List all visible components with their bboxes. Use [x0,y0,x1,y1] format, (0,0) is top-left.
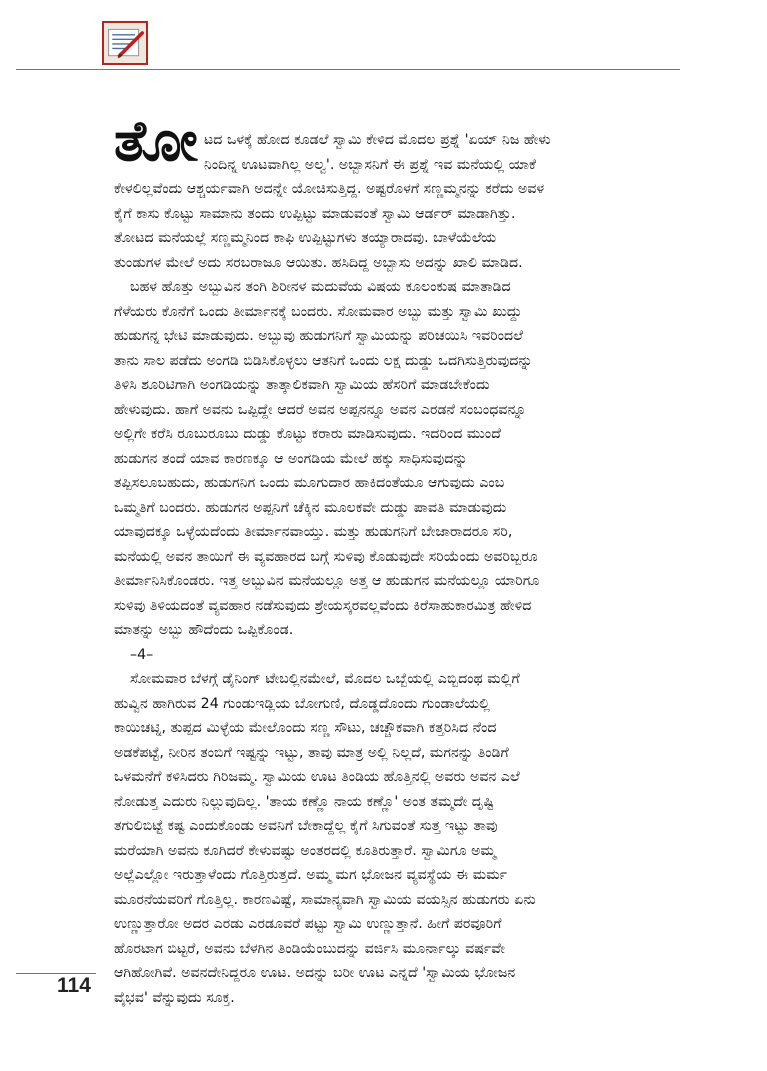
text-line: ಮೂರನೆಯವರಿಗೆ ಗೊತ್ತಿಲ್ಲ. ಕಾರಣವಿಷ್ಟೆ, ಸಾಮಾನ್ಯವಾಗಿ ಸ್ವಾಮಿಯ ವಯಸ್ಸಿನ ಹುಡುಗರು ಏನು [114,891,536,908]
text-line: ಕೈಗೆ ಕಾಸು ಕೊಟ್ಟು ಸಾಮಾನು ತಂದು ಉಪ್ಪಿಟ್ಟು ಮಾಡುವಂತೆ ಸ್ವಾಮಿ ಆರ್ಡರ್ ಮಾಡಾಗಿತ್ತು. [114,205,516,222]
text-line: ಹುಡುಗನ ತಂದೆ ಯಾವ ಕಾರಣಕ್ಕೂ ಆ ಅಂಗಡಿಯ ಮೇಲೆ ಹಕ್ಕು ಸಾಧಿಸುವುದನ್ನು [114,450,468,467]
text-line: ತೋಟದ ಮನೆಯಲ್ಲೆ ಸಣ್ಣಮ್ಮನಿಂದ ಕಾಫಿ ಉಪ್ಪಿಟ್ಟುಗಳು ತಯ್ಯಾರಾದವು. ಬಾಳೆಯೆಲೆಯ [114,230,497,246]
text-line: ಕೇಳಲಿಲ್ಲವೆಂದು ಆಶ್ಚರ್ಯವಾಗಿ ಅದನ್ನೇ ಯೋಚಿಸುತ್ತಿದ್ದ. ಅಷ್ಟರೊಳಗೆ ಸಣ್ಣಮ್ಮನನ್ನು ಕರೆದು ಅವಳ [114,181,545,197]
text-line: ಹೊರಟಾಗ ಬಿಟ್ಟರೆ, ಅವನು ಬೆಳಗಿನ ತಿಂಡಿಯೆಂಬುದನ್ನು ವರ್ಜಿಸಿ ಮೂರ್ನಾಲ್ಕು ವರ್ಷವೇ [114,940,505,957]
text-line: ಮನೆಯಲ್ಲಿ ಅವನ ತಾಯಿಗೆ ಈ ವ್ಯವಹಾರದ ಬಗ್ಗೆ ಸುಳಿವು ಕೊಡುವುದೇ ಸರಿಯೆಂದು ಅವರಿಬ್ಬರೂ [114,548,538,565]
drop-cap: ತೋ [114,108,198,174]
text-line: ಆಗಿಹೋಗಿವೆ. ಅವನದೇನಿದ್ದರೂ ಊಟ. ಅದನ್ನು ಬರೀ ಊಟ ಎನ್ನದೆ 'ಸ್ವಾಮಿಯ ಭೋಜನ [114,965,516,981]
article-body [114,128,666,1010]
notepad-pen-icon [104,23,146,63]
text-line: ಸೋಮವಾರ ಬೆಳಗ್ಗೆ ಡೈನಿಂಗ್ ಟೇಬಲ್ಲಿನಮೇಲೆ, ಮೊದಲ ಒಬ್ಬೆಯಲ್ಲಿ ಎಬ್ಬಿದಂಥ ಮಲ್ಲಿಗೆ [130,671,520,687]
text-line: ಉಣ್ಣುತ್ತಾರೋ ಅದರ ಎರಡು ಎರಡೂವರೆ ಪಟ್ಟು ಸ್ವಾಮಿ ಉಣ್ಣುತ್ತಾನೆ. ಹೀಗೆ ಪರವೂರಿಗೆ [114,916,502,932]
text-line: ತಿಳಿಸಿ ಶೂರಿಟಿಗಾಗಿ ಅಂಗಡಿಯನ್ನು ತಾತ್ಕಾಲಿಕವಾಗಿ ಸ್ವಾಮಿಯ ಹೆಸರಿಗೆ ಮಾಡಬೇಕೆಂದು [114,377,490,393]
text-line: ಅಲ್ಲಿಗೇ ಕರೆಸಿ ರೂಬುರೂಬು ದುಡ್ಡು ಕೊಟ್ಟು ಕರಾರು ಮಾಡಿಸುವುದು. ಇದರಿಂದ ಮುಂದೆ [114,426,501,442]
text-line: ಬಹಳ ಹೊತ್ತು ಅಬ್ಬುವಿನ ತಂಗಿ ಶಿರೀನಳ ಮದುವೆಯ ವಿಷಯ ಕೂಲಂಕುಷ ಮಾತಾಡಿದ [130,279,511,295]
text-line: ಟದ ಒಳಕ್ಕೆ ಹೋದ ಕೂಡಲೆ ಸ್ವಾಮಿ ಕೇಳಿದ ಮೊದಲ ಪ್ರಶ್ನೆ 'ಏಯ್ ನಿಜ ಹೇಳು [204,132,551,148]
header-divider [16,69,680,70]
text-line: ಸುಳಿವು ತಿಳಿಯದಂತೆ ವ್ಯವಹಾರ ನಡೆಸುವುದು ಶ್ರೇಯಸ್ಕರವಲ್ಲವೆಂದು ಕಿರೆಸಾಹುಕಾರಮಿತ್ರ ಹೇಳಿದ [114,597,532,614]
text-line: ಮರೆಯಾಗಿ ಅವನು ಕೂಗಿದರೆ ಕೇಳುವಷ್ಟು ಅಂತರದಲ್ಲಿ ಕೂತಿರುತ್ತಾರೆ. ಸ್ವಾಮಿಗೂ ಅಮ್ಮ [114,842,496,859]
text-line: ಗೆಳೆಯರು ಕೊನೆಗೆ ಒಂದು ತೀರ್ಮಾನಕ್ಕೆ ಬಂದರು. ಸೋಮವಾರ ಅಬ್ಬು ಮತ್ತು ಸ್ವಾಮಿ ಖುದ್ದು [114,303,522,320]
text-line: ಯಾವುದಕ್ಕೂ ಒಳ್ಳೆಯದೆಂದು ತೀರ್ಮಾನವಾಯ್ತು. ಮತ್ತು ಹುಡುಗನಿಗೆ ಬೇಜಾರಾದರೂ ಸರಿ, [114,524,513,540]
text-line: ಅಡಕೆಪಟ್ಟೆ, ನೀರಿನ ತಂಬಿಗೆ ಇಷ್ಟನ್ನು ಇಟ್ಟು, ತಾವು ಮಾತ್ರ ಅಲ್ಲಿ ನಿಲ್ಲದೆ, ಮಗನನ್ನು ತಿಂಡಿಗೆ [114,744,509,761]
text-line: ನಿಂದಿನ್ನ ಊಟವಾಗಿಲ್ಲ ಅಲ್ವ'. ಅಬ್ಬಾಸನಿಗೆ ಈ ಪ್ರಶ್ನೆ ಇವ ಮನೆಯಲ್ಲಿ ಯಾಕೆ [204,156,536,173]
magazine-logo [102,21,148,65]
text-line: ತಗುಲಿಬಿಟ್ಟೆ ಕಷ್ಟ ಎಂದುಕೊಂಡು ಅವನಿಗೆ ಬೇಕಾದ್ದೆಲ್ಲ ಕೈಗೆ ಸಿಗುವಂತೆ ಸುತ್ತ ಇಟ್ಟು ತಾವು [114,818,498,834]
text-line: ಹುವ್ವಿನ ಹಾಗಿರುವ 24 ಗುಂಡುಇಡ್ಲಿಯ ಬೋಗುಣಿ, ದೊಡ್ಡದೊಂದು ಗುಂಡಾಲೆಯಲ್ಲಿ [114,695,490,712]
text-line: ಹೇಳುವುದು. ಹಾಗೆ ಅವನು ಒಪ್ಪಿದ್ದೇ ಆದರೆ ಅವನ ಅಪ್ಪನನ್ನೂ ಅವನ ಎರಡನೆ ಸಂಬಂಧವನ್ನೂ [114,401,527,418]
section-number: –4– [130,646,154,663]
text-line: ಒಳಮನೆಗೆ ಕಳಿಸಿದರು ಗಿರಿಜಮ್ಮ. ಸ್ವಾಮಿಯ ಊಟ ತಿಂಡಿಯ ಹೊತ್ತಿನಲ್ಲಿ ಅವರು ಅವನ ಎಲೆ [114,769,520,785]
text-line: ಹುಡುಗನ್ನ ಭೇಟಿ ಮಾಡುವುದು. ಅಬ್ಬುವು ಹುಡುಗನಿಗೆ ಸ್ವಾಮಿಯನ್ನು ಪರಿಚಯಿಸಿ ಇವರಿಂದಲೆ [114,328,523,344]
text-line: ಅಲ್ಲೆಎಲ್ಲೋ ಇರುತ್ತಾಳೆಂದು ಗೊತ್ತಿರುತ್ತದೆ. ಅಮ್ಮ ಮಗ ಭೋಜನ ವ್ಯವಸ್ಥೆಯ ಈ ಮರ್ಮ [114,867,508,883]
text-line: ನೋಡುತ್ತ ಎದುರು ನಿಲ್ಲುವುದಿಲ್ಲ. 'ತಾಯ ಕಣ್ಣೊ ನಾಯ ಕಣ್ಣೊ' ಅಂತ ತಮ್ಮದೇ ದೃಷ್ಟಿ [114,793,495,810]
text-line: ತುಂಡುಗಳ ಮೇಲೆ ಅದು ಸರಬರಾಜೂ ಆಯಿತು. ಹಸಿದಿದ್ದ ಅಬ್ಬಾಸು ಅದನ್ನು ಖಾಲಿ ಮಾಡಿದ. [114,254,523,271]
text-line: ತೀರ್ಮಾನಿಸಿಕೊಂಡರು. ಇತ್ತ ಅಬ್ಬುವಿನ ಮನೆಯಲ್ಲೂ ಅತ್ತ ಆ ಹುಡುಗನ ಮನೆಯಲ್ಲೂ ಯಾರಿಗೂ [114,573,540,589]
text-line: ವೈಭವ' ವೆನ್ನುವುದು ಸೂಕ್ತ. [114,989,235,1006]
text-line: ಕಾಯಿಚಟ್ನಿ, ತುಪ್ಪದ ಮಿಳ್ಳೆಯ ಮೇಲೊಂದು ಸಣ್ಣ ಸೌಟು, ಚಚ್ಚೌಕವಾಗಿ ಕತ್ತರಿಸಿದ ನೆಂದ [114,720,497,736]
text-line: ತಾನು ಸಾಲ ಪಡೆದು ಅಂಗಡಿ ಬಿಡಿಸಿಕೊಳ್ಳಲು ಆತನಿಗೆ ಒಂದು ಲಕ್ಷ ದುಡ್ಡು ಒದಗಿಸುತ್ತಿರುವುದನ್ನು [114,352,533,369]
page-number: 114 [57,974,91,997]
text-line: ತಪ್ಪಿಸಲೂಬಹುದು, ಹುಡುಗನಿಗ ಒಂದು ಮೂಗುದಾರ ಹಾಕಿದಂತೆಯೂ ಆಗುವುದು ಎಂಬ [114,475,505,491]
text-line: ಮಾತನ್ನು ಅಬ್ಬು ಹೌದೆಂದು ಒಪ್ಪಿಕೊಂಡ. [114,622,294,638]
text-line: ಒಮ್ಮತಿಗೆ ಬಂದರು. ಹುಡುಗನ ಅಪ್ಪನಿಗೆ ಚೆಕ್ಕಿನ ಮೂಲಕವೇ ದುಡ್ಡು ಪಾವತಿ ಮಾಡುವುದು [114,499,507,516]
